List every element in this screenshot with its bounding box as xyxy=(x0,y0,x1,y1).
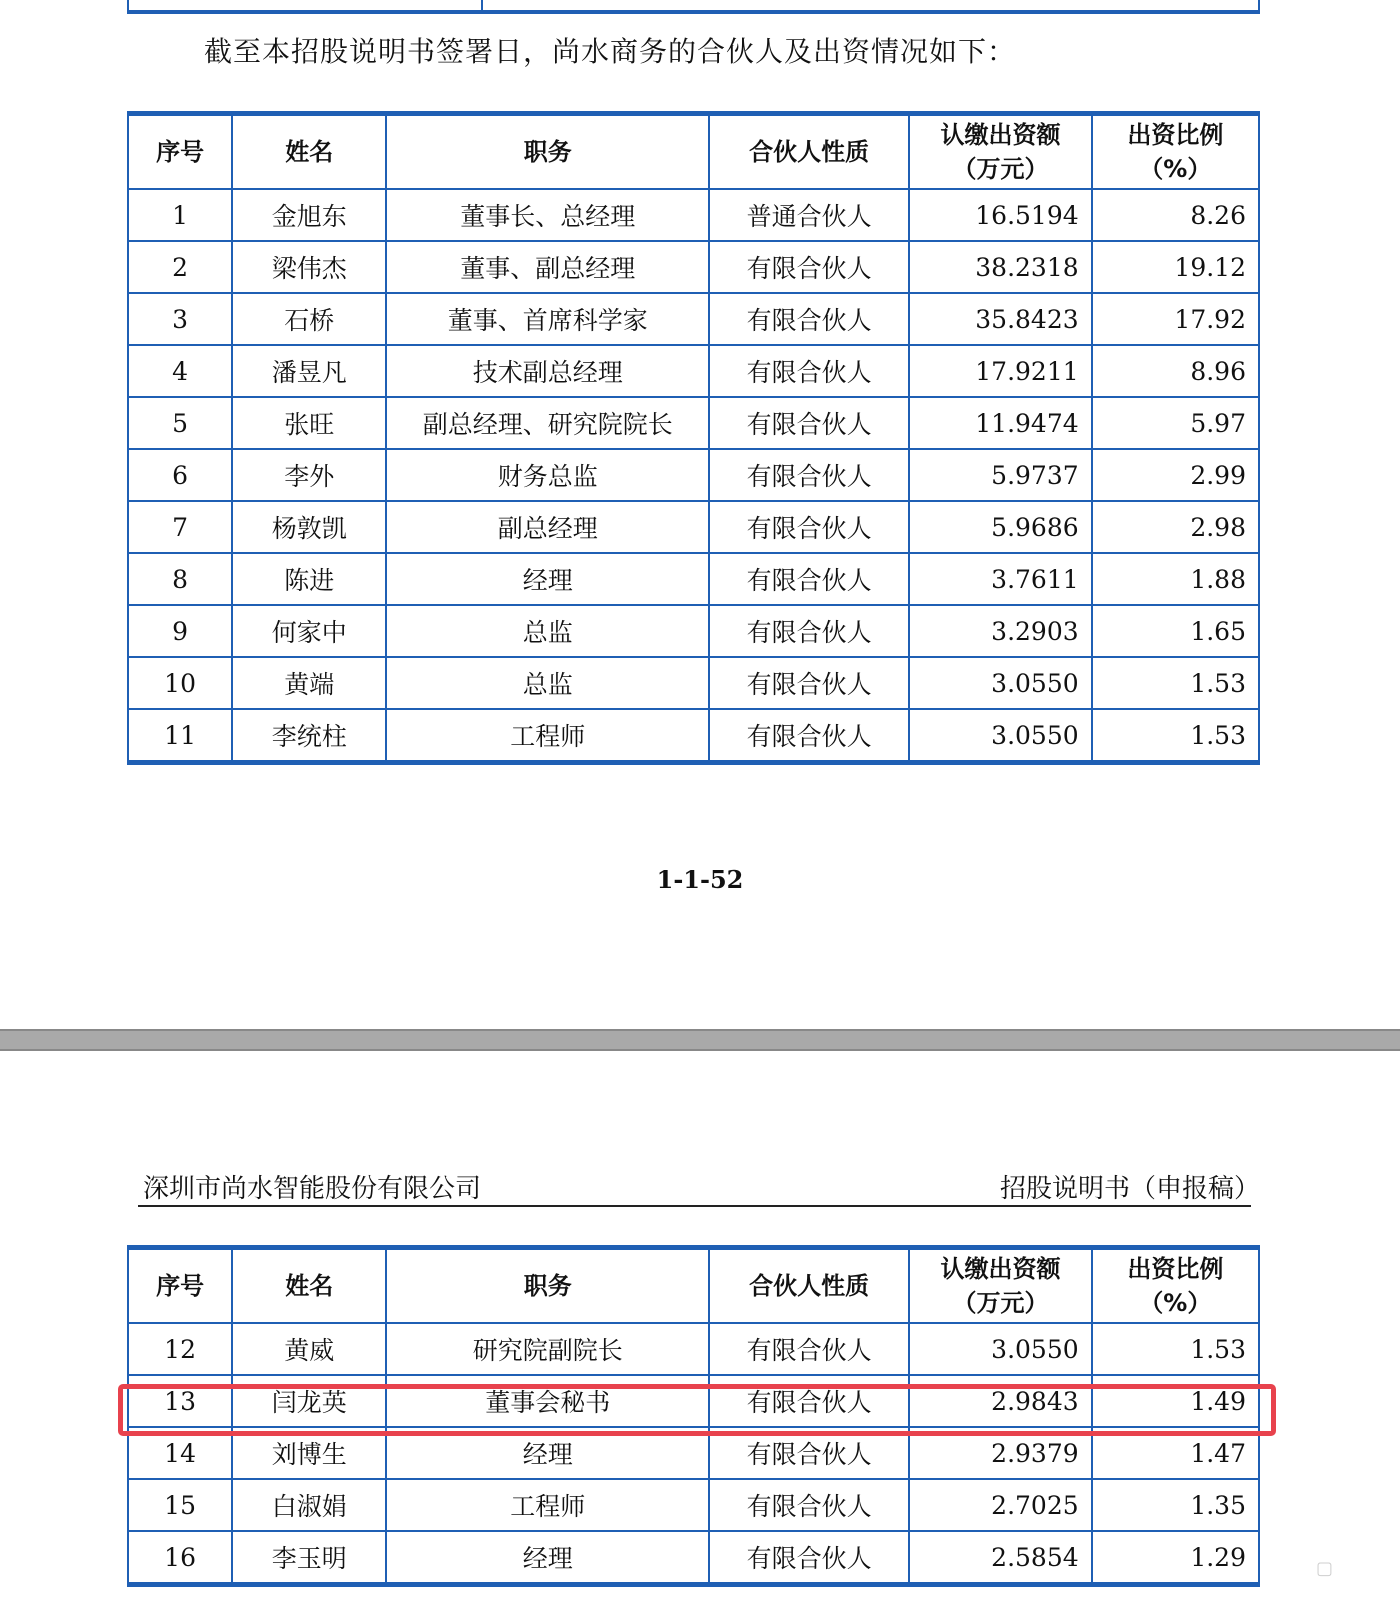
cell-no: 6 xyxy=(128,449,232,501)
table-row xyxy=(128,345,1259,397)
cell-no: 5 xyxy=(128,397,232,449)
cell-amount: 16.5194 xyxy=(909,189,1091,241)
cell-title: 总监 xyxy=(386,605,709,657)
partner-table-page2 xyxy=(127,1245,1260,1587)
cell-title: 技术副总经理 xyxy=(386,345,709,397)
cell-title: 经理 xyxy=(386,1531,709,1585)
cell-name: 梁伟杰 xyxy=(232,241,386,293)
cell-name: 潘昱凡 xyxy=(232,345,386,397)
cell-amount: 3.0550 xyxy=(909,709,1091,763)
cell-title: 董事会秘书 xyxy=(386,1375,709,1427)
cell-title: 董事、首席科学家 xyxy=(386,293,709,345)
cell-amount: 2.9843 xyxy=(909,1375,1091,1427)
cell-title: 董事、副总经理 xyxy=(386,241,709,293)
cell-name: 黄端 xyxy=(232,657,386,709)
cell-title: 研究院副院长 xyxy=(386,1323,709,1375)
cell-no: 12 xyxy=(128,1323,232,1375)
cell-no: 4 xyxy=(128,345,232,397)
table-row xyxy=(128,553,1259,605)
table-header-row xyxy=(128,1248,1259,1324)
table-row xyxy=(128,397,1259,449)
table-row xyxy=(128,189,1259,241)
cell-amount: 3.0550 xyxy=(909,657,1091,709)
table-row xyxy=(128,1531,1259,1585)
cell-title: 经理 xyxy=(386,553,709,605)
page-header-rule xyxy=(138,1205,1251,1207)
col-header-partner-type: 合伙人性质 xyxy=(709,1248,909,1324)
col-header-amount: 认缴出资额（万元） xyxy=(909,114,1091,190)
cell-name: 刘博生 xyxy=(232,1427,386,1479)
table-row xyxy=(128,449,1259,501)
cell-partner-type: 有限合伙人 xyxy=(709,1375,909,1427)
cell-ratio: 1.53 xyxy=(1092,709,1259,763)
table-row xyxy=(128,293,1259,345)
table-row xyxy=(128,241,1259,293)
cell-title: 董事长、总经理 xyxy=(386,189,709,241)
cell-amount: 2.9379 xyxy=(909,1427,1091,1479)
cell-no: 14 xyxy=(128,1427,232,1479)
cell-title: 工程师 xyxy=(386,1479,709,1531)
cell-title: 副总经理 xyxy=(386,501,709,553)
col-header-name: 姓名 xyxy=(232,1248,386,1324)
cell-name: 杨敦凯 xyxy=(232,501,386,553)
cell-name: 陈进 xyxy=(232,553,386,605)
cell-partner-type: 有限合伙人 xyxy=(709,1479,909,1531)
cell-amount: 17.9211 xyxy=(909,345,1091,397)
cell-partner-type: 有限合伙人 xyxy=(709,1323,909,1375)
cell-no: 1 xyxy=(128,189,232,241)
cell-ratio: 5.97 xyxy=(1092,397,1259,449)
col-header-title: 职务 xyxy=(386,1248,709,1324)
table-header-row xyxy=(128,114,1259,190)
cell-name: 闫龙英 xyxy=(232,1375,386,1427)
brand-watermark-icon: ▢ xyxy=(1316,1558,1334,1579)
cell-amount: 2.5854 xyxy=(909,1531,1091,1585)
cell-amount: 11.9474 xyxy=(909,397,1091,449)
cell-partner-type: 有限合伙人 xyxy=(709,397,909,449)
cell-no: 8 xyxy=(128,553,232,605)
table-row xyxy=(128,605,1259,657)
col-header-amount: 认缴出资额（万元） xyxy=(909,1248,1091,1324)
cell-name: 张旺 xyxy=(232,397,386,449)
cell-no: 15 xyxy=(128,1479,232,1531)
table-row xyxy=(128,1323,1259,1375)
cell-ratio: 1.29 xyxy=(1092,1531,1259,1585)
table-row xyxy=(128,501,1259,553)
cell-amount: 2.7025 xyxy=(909,1479,1091,1531)
col-header-name: 姓名 xyxy=(232,114,386,190)
cell-partner-type: 有限合伙人 xyxy=(709,241,909,293)
cell-no: 3 xyxy=(128,293,232,345)
cell-ratio: 2.99 xyxy=(1092,449,1259,501)
cell-no: 11 xyxy=(128,709,232,763)
cell-amount: 38.2318 xyxy=(909,241,1091,293)
cell-amount: 35.8423 xyxy=(909,293,1091,345)
cell-name: 石桥 xyxy=(232,293,386,345)
intro-text: 截至本招股说明书签署日，尚水商务的合伙人及出资情况如下： xyxy=(204,35,1017,68)
cell-partner-type: 有限合伙人 xyxy=(709,605,909,657)
cell-amount: 3.2903 xyxy=(909,605,1091,657)
table-row xyxy=(128,1375,1259,1427)
cell-no: 9 xyxy=(128,605,232,657)
table-row xyxy=(128,709,1259,763)
cell-no: 10 xyxy=(128,657,232,709)
cell-name: 何家中 xyxy=(232,605,386,657)
cell-ratio: 1.35 xyxy=(1092,1479,1259,1531)
cell-amount: 5.9686 xyxy=(909,501,1091,553)
cell-partner-type: 有限合伙人 xyxy=(709,449,909,501)
page-separator xyxy=(0,1029,1400,1051)
col-header-no: 序号 xyxy=(128,1248,232,1324)
cell-title: 财务总监 xyxy=(386,449,709,501)
col-header-no: 序号 xyxy=(128,114,232,190)
col-header-title: 职务 xyxy=(386,114,709,190)
cell-ratio: 8.96 xyxy=(1092,345,1259,397)
cell-amount: 3.7611 xyxy=(909,553,1091,605)
cell-partner-type: 有限合伙人 xyxy=(709,1427,909,1479)
page-header-company: 深圳市尚水智能股份有限公司 xyxy=(143,1174,482,1204)
cell-ratio: 1.53 xyxy=(1092,657,1259,709)
cell-partner-type: 有限合伙人 xyxy=(709,553,909,605)
cell-ratio: 2.98 xyxy=(1092,501,1259,553)
cell-amount: 3.0550 xyxy=(909,1323,1091,1375)
cell-title: 经理 xyxy=(386,1427,709,1479)
cell-title: 工程师 xyxy=(386,709,709,763)
cell-partner-type: 普通合伙人 xyxy=(709,189,909,241)
cell-ratio: 1.47 xyxy=(1092,1427,1259,1479)
cell-ratio: 1.65 xyxy=(1092,605,1259,657)
cell-name: 白淑娟 xyxy=(232,1479,386,1531)
cell-ratio: 1.88 xyxy=(1092,553,1259,605)
page-number: 1-1-52 xyxy=(656,865,744,894)
cell-ratio: 1.53 xyxy=(1092,1323,1259,1375)
cell-name: 金旭东 xyxy=(232,189,386,241)
cell-partner-type: 有限合伙人 xyxy=(709,709,909,763)
col-header-ratio: 出资比例（%） xyxy=(1092,1248,1259,1324)
table-row xyxy=(128,1479,1259,1531)
table-row xyxy=(128,1427,1259,1479)
cell-ratio: 8.26 xyxy=(1092,189,1259,241)
col-header-partner-type: 合伙人性质 xyxy=(709,114,909,190)
col-header-ratio: 出资比例（%） xyxy=(1092,114,1259,190)
table-row xyxy=(128,657,1259,709)
cell-ratio: 17.92 xyxy=(1092,293,1259,345)
cell-amount: 5.9737 xyxy=(909,449,1091,501)
cell-partner-type: 有限合伙人 xyxy=(709,501,909,553)
cell-ratio: 19.12 xyxy=(1092,241,1259,293)
cell-name: 李玉明 xyxy=(232,1531,386,1585)
cell-no: 2 xyxy=(128,241,232,293)
cell-partner-type: 有限合伙人 xyxy=(709,657,909,709)
cell-name: 李统柱 xyxy=(232,709,386,763)
cell-title: 总监 xyxy=(386,657,709,709)
cell-partner-type: 有限合伙人 xyxy=(709,1531,909,1585)
page-header-doc-type: 招股说明书（申报稿） xyxy=(999,1174,1260,1204)
partner-table-page1 xyxy=(127,111,1260,765)
cell-partner-type: 有限合伙人 xyxy=(709,293,909,345)
previous-table-bottom xyxy=(127,0,1260,14)
cell-no: 16 xyxy=(128,1531,232,1585)
cell-title: 副总经理、研究院院长 xyxy=(386,397,709,449)
cell-partner-type: 有限合伙人 xyxy=(709,345,909,397)
cell-no: 7 xyxy=(128,501,232,553)
cell-name: 黄威 xyxy=(232,1323,386,1375)
cell-no: 13 xyxy=(128,1375,232,1427)
cell-ratio: 1.49 xyxy=(1092,1375,1259,1427)
cell-name: 李外 xyxy=(232,449,386,501)
